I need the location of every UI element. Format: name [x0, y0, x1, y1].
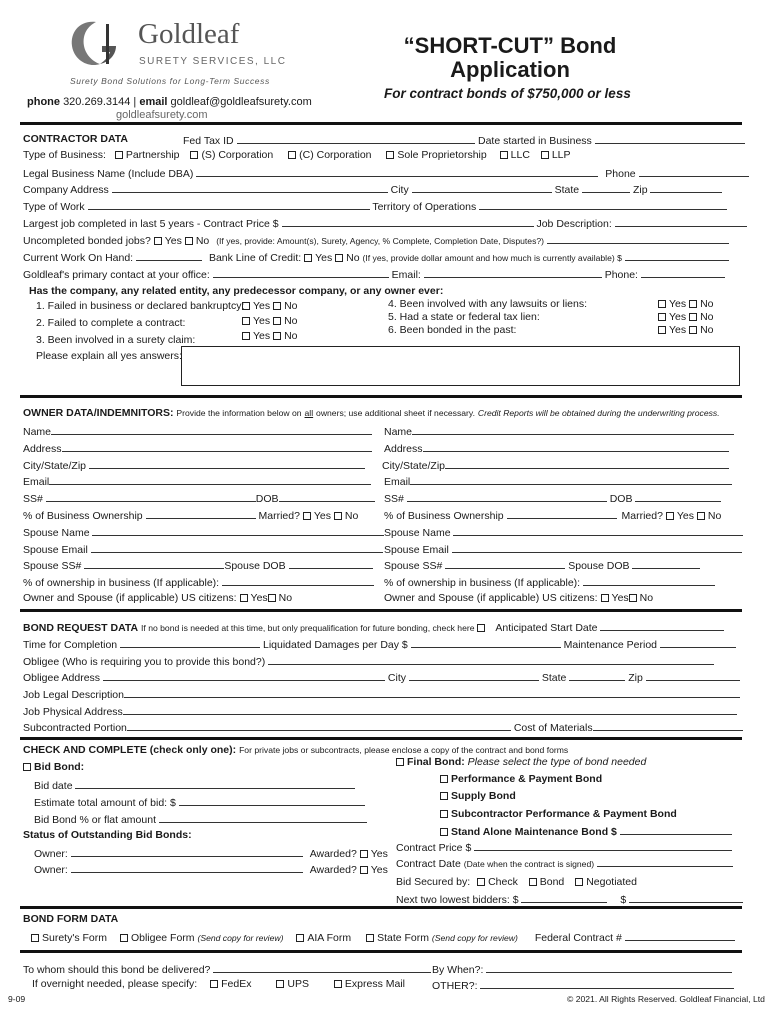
federal-contract-field[interactable]: Federal Contract #: [535, 932, 735, 944]
secured-check[interactable]: Check: [477, 876, 518, 888]
type-sole-prop[interactable]: Sole Proprietorship: [386, 149, 486, 161]
owner1-city[interactable]: City/State/Zip: [23, 458, 365, 472]
bond-form-heading: BOND FORM DATA: [23, 913, 119, 925]
primary-contact-row[interactable]: Goldleaf's primary contact at your office: Email: Phone:: [23, 267, 725, 281]
ups-option[interactable]: UPS: [276, 978, 309, 990]
current-work-row: Current Work On Hand: Bank Line of Credit: Yes No (If yes, provide dollar amount and how much is currently available) $: [23, 250, 729, 264]
supply-option[interactable]: Supply Bond: [440, 790, 516, 803]
company-address-row[interactable]: Company Address City State Zip: [23, 182, 722, 196]
owner2-name[interactable]: Name: [384, 424, 734, 439]
by-when-field[interactable]: By When?:: [432, 962, 732, 977]
owner2-citizens[interactable]: Owner and Spouse (if applicable) US citizens: Yes No: [384, 592, 654, 604]
time-completion-row[interactable]: Time for Completion Liquidated Damages per Day $ Maintenance Period: [23, 637, 736, 651]
brand-subtitle: SURETY SERVICES, LLC: [139, 56, 287, 67]
check-complete-heading-row: CHECK AND COMPLETE (check only one): For private jobs or subcontracts, please enclose a copy of the contract and bond forms: [23, 744, 569, 756]
bank-yes[interactable]: Yes: [304, 252, 332, 264]
owner1-pct[interactable]: % of Business Ownership Married? Yes No: [23, 510, 359, 522]
q5-options[interactable]: Yes No: [658, 311, 714, 324]
final-bond-option[interactable]: Final Bond: Please select the type of bond needed: [396, 756, 646, 769]
q1: 1. Failed in business or declared bankruptcy:: [36, 300, 245, 312]
type-s-corp[interactable]: (S) Corporation: [190, 149, 273, 161]
obligee-form-option[interactable]: Obligee Form (Send copy for review): [120, 932, 284, 944]
type-of-business-row: Type of Business: Partnership (S) Corporation (C) Corporation Sole Proprietorship LLC LLP: [23, 149, 571, 161]
prequal-checkbox[interactable]: [477, 624, 485, 632]
q4: 4. Been involved with any lawsuits or liens:: [388, 298, 588, 310]
divider: [20, 122, 742, 125]
owner2-spouse-email[interactable]: Spouse Email: [384, 542, 742, 557]
bid-owner-1[interactable]: Owner: Awarded? Yes: [34, 848, 388, 860]
owner1-email[interactable]: Email: [23, 474, 371, 488]
owner1-spouse-ss[interactable]: Spouse SS# Spouse DOB: [23, 558, 373, 572]
contractor-heading: CONTRACTOR DATA: [23, 133, 128, 145]
owner1-address[interactable]: Address: [23, 441, 372, 455]
divider: [20, 395, 742, 398]
divider: [20, 906, 742, 909]
bank-no[interactable]: No: [335, 252, 359, 264]
bid-owner-2[interactable]: Owner: Awarded? Yes: [34, 864, 388, 876]
q6: 6. Been bonded in the past:: [388, 324, 517, 336]
aia-form-option[interactable]: AIA Form: [296, 932, 351, 944]
owner1-name[interactable]: Name: [23, 424, 372, 438]
logo: [66, 18, 126, 70]
overnight-row: If overnight needed, please specify: FedEx UPS Express Mail: [32, 978, 406, 990]
subcontractor-option[interactable]: Subcontractor Performance & Payment Bond: [440, 808, 677, 821]
bid-bond-option[interactable]: Bid Bond:: [23, 761, 84, 774]
type-llp[interactable]: LLP: [541, 149, 571, 161]
obligee-row[interactable]: Obligee (Who is requiring you to provide this bond?): [23, 654, 714, 668]
uncompleted-row: Uncompleted bonded jobs? Yes No (If yes, provide: Amount(s), Surety, Agency, % Complete, Completion Date, Disputes?): [23, 233, 729, 247]
uncompleted-no[interactable]: No: [185, 235, 209, 247]
divider: [20, 609, 742, 612]
owner1-spouse-email[interactable]: Spouse Email: [23, 542, 383, 556]
form-title: “SHORT-CUT” Bond Application: [403, 33, 617, 82]
standalone-option[interactable]: Stand Alone Maintenance Bond $: [440, 824, 732, 839]
owner2-spouse-name[interactable]: Spouse Name: [384, 525, 743, 540]
explain-textbox[interactable]: [181, 346, 740, 386]
owner1-pct-ownership[interactable]: % of ownership in business (If applicable):: [23, 575, 374, 589]
copyright: © 2021. All Rights Reserved. Goldleaf Financial, Ltd: [567, 994, 765, 1004]
largest-job-row[interactable]: Largest job completed in last 5 years - Contract Price $ Job Description:: [23, 216, 747, 230]
state-form-option[interactable]: State Form (Send copy for review): [366, 932, 518, 944]
divider: [20, 737, 742, 740]
owner1-ss[interactable]: SS# DOB: [23, 491, 375, 505]
q1-options[interactable]: Yes No: [242, 300, 298, 313]
owner2-spouse-ss[interactable]: Spouse SS# Spouse DOB: [384, 558, 700, 573]
obligee-address-row[interactable]: Obligee Address City State Zip: [23, 670, 740, 684]
estimate-field[interactable]: Estimate total amount of bid: $: [34, 795, 365, 810]
uncompleted-yes[interactable]: Yes: [154, 235, 182, 247]
contract-price-field[interactable]: Contract Price $: [396, 840, 732, 855]
owner2-pct-ownership[interactable]: % of ownership in business (If applicable):: [384, 575, 715, 590]
owner-heading-row: OWNER DATA/INDEMNITORS: Provide the information below on all owners; use additional sheet if necessary. Credit Reports will be obtained during the underwriting process.: [23, 407, 720, 419]
related-question: Has the company, any related entity, any predecessor company, or any owner ever:: [29, 285, 444, 297]
owner2-address[interactable]: Address: [384, 441, 729, 456]
to-whom-row[interactable]: To whom should this bond be delivered?: [23, 962, 431, 976]
phone-number[interactable]: 320.269.3144: [63, 96, 131, 108]
owner1-spouse-name[interactable]: Spouse Name: [23, 525, 384, 539]
perf-payment-option[interactable]: Performance & Payment Bond: [440, 773, 602, 786]
status-outstanding: Status of Outstanding Bid Bonds:: [23, 829, 192, 841]
website-link[interactable]: goldleafsurety.com: [116, 109, 208, 121]
goldleaf-logo-icon: [66, 18, 126, 70]
next-bidders-row[interactable]: Next two lowest bidders: $ $: [396, 892, 743, 907]
brand-name: Goldleaf: [138, 18, 240, 50]
q5: 5. Had a state or federal tax lien:: [388, 311, 540, 323]
subcontracted-row[interactable]: Subcontracted Portion Cost of Materials: [23, 720, 743, 734]
secured-negotiated[interactable]: Negotiated: [575, 876, 637, 888]
form-subtitle: For contract bonds of $750,000 or less: [384, 86, 631, 101]
bond-request-heading-row: BOND REQUEST DATA If no bond is needed at this time, but only prequalification for future bonding, check here Anticipated Start Date: [23, 620, 724, 634]
type-llc[interactable]: LLC: [500, 149, 530, 161]
job-legal-row[interactable]: Job Legal Description: [23, 687, 740, 701]
email-link[interactable]: goldleaf@goldleafsurety.com: [170, 96, 312, 108]
owner1-citizens[interactable]: Owner and Spouse (if applicable) US citizens: Yes No: [23, 592, 293, 604]
legal-name-row[interactable]: Legal Business Name (Include DBA) Phone: [23, 166, 749, 180]
fedex-option[interactable]: FedEx: [210, 978, 251, 990]
other-field[interactable]: OTHER?:: [432, 978, 734, 993]
surety-form-option[interactable]: Surety's Form: [31, 932, 107, 944]
bid-secured-row: Bid Secured by: Check Bond Negotiated: [396, 876, 637, 888]
q3: 3. Been involved in a surety claim:: [36, 334, 196, 346]
bid-date-field[interactable]: Bid date: [34, 778, 355, 793]
bid-pct-field[interactable]: Bid Bond % or flat amount: [34, 812, 367, 827]
contract-date-field[interactable]: Contract Date (Date when the contract is signed): [396, 856, 733, 871]
type-partnership[interactable]: Partnership: [115, 149, 180, 161]
owner2-city[interactable]: City/State/Zip: [382, 458, 729, 473]
q3-options[interactable]: Yes No: [242, 330, 298, 343]
tagline: Surety Bond Solutions for Long-Term Success: [70, 76, 270, 86]
type-of-work-row[interactable]: Type of Work Territory of Operations: [23, 199, 727, 213]
q4-options[interactable]: Yes No: [658, 298, 714, 311]
owner2-pct[interactable]: % of Business Ownership Married? Yes No: [384, 510, 722, 522]
owner2-ss[interactable]: SS# DOB: [384, 491, 721, 506]
divider: [20, 950, 742, 953]
fed-tax-field[interactable]: Fed Tax ID: [183, 133, 475, 148]
type-c-corp[interactable]: (C) Corporation: [288, 149, 371, 161]
express-option[interactable]: Express Mail: [334, 978, 405, 990]
explain-label: Please explain all yes answers:: [36, 350, 182, 362]
secured-bond[interactable]: Bond: [529, 876, 565, 888]
form-code: 9-09: [8, 994, 26, 1004]
contact-line: phone 320.269.3144 | email goldleaf@goldleafsurety.com: [27, 96, 312, 108]
q2-options[interactable]: Yes No: [242, 315, 298, 328]
date-started-field[interactable]: Date started in Business: [478, 133, 745, 148]
owner2-email[interactable]: Email: [384, 474, 732, 489]
job-physical-row[interactable]: Job Physical Address: [23, 704, 737, 718]
bond-form-row: [23, 930, 735, 944]
q6-options[interactable]: Yes No: [658, 324, 714, 337]
q2: 2. Failed to complete a contract:: [36, 317, 186, 329]
